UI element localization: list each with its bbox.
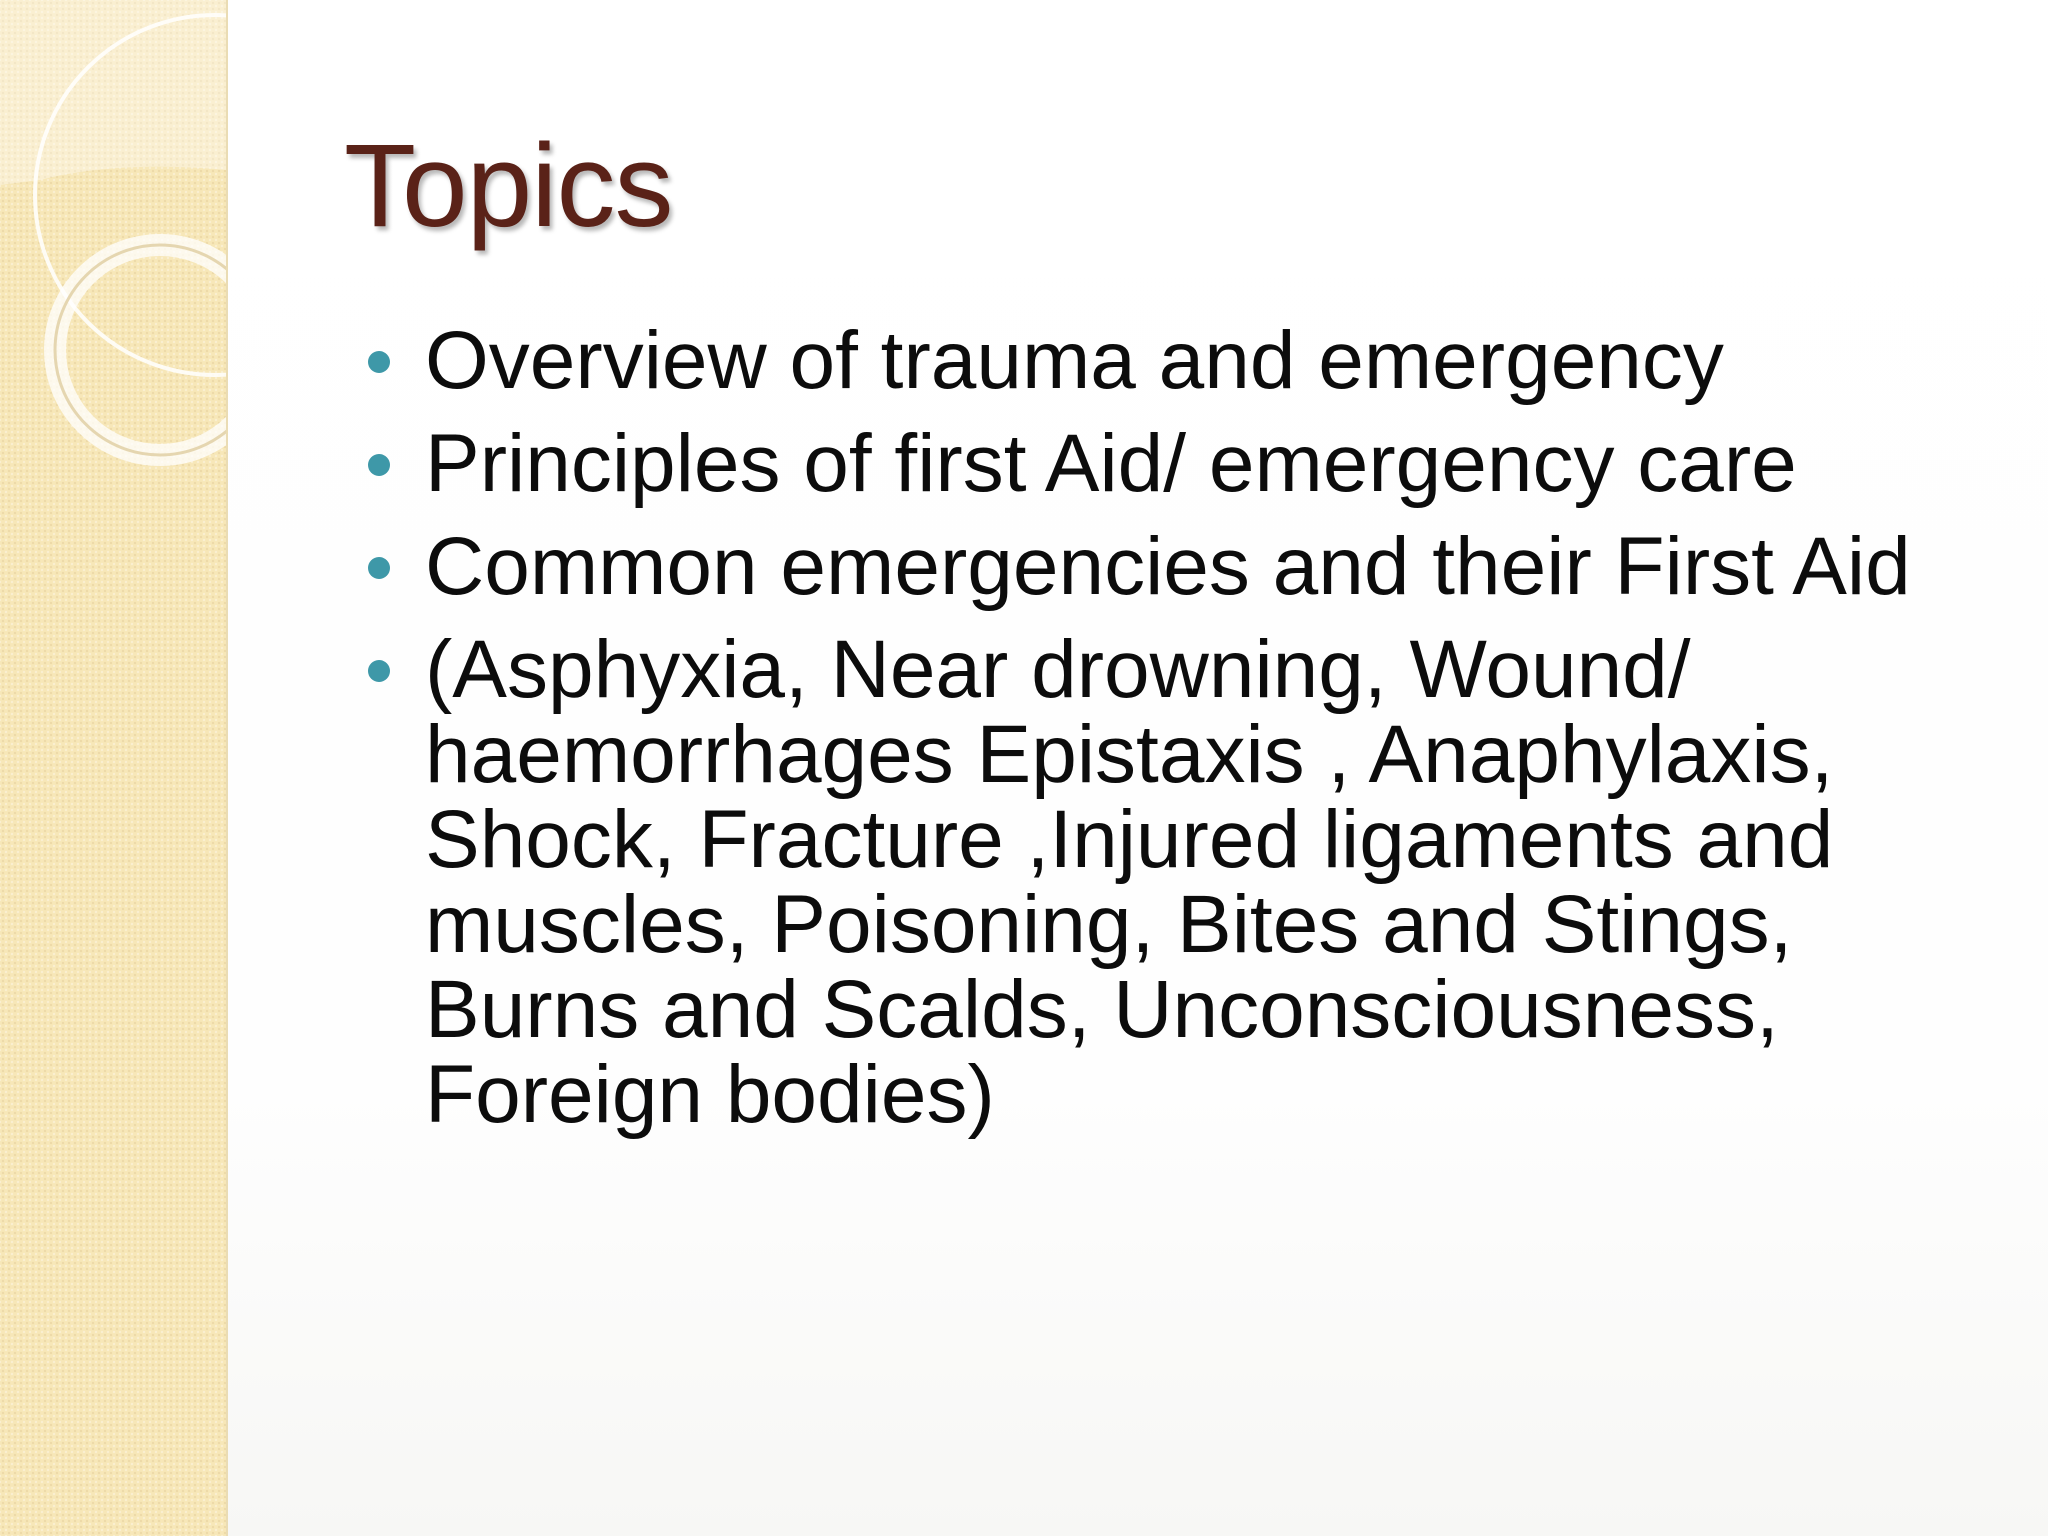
decorative-side-panel [0, 0, 228, 1536]
list-item [360, 418, 1960, 509]
bullet-dot-icon [368, 454, 390, 476]
list-item [360, 315, 1960, 406]
list-item-text: Common emergencies and their First Aid [425, 521, 1911, 612]
bullet-dot-icon [368, 660, 390, 682]
list-item [360, 521, 1960, 612]
decorative-rings-graphic [0, 0, 226, 1536]
bullet-dot-icon [368, 351, 390, 373]
bullet-dot-icon [368, 557, 390, 579]
topics-list [360, 315, 1960, 1155]
list-item-text: (Asphyxia, Near drowning, Wound/ haemorrhages Epistaxis , Anaphylaxis, Shock, Fracture ,Injured ligaments and muscles, Poisoning, Bites and Stings, Burns and Scalds, Unconsciousness, Foreign bodies) [425, 624, 1834, 1140]
slide-title: Topics [344, 120, 673, 252]
list-item [360, 624, 1960, 1140]
list-item-text: Overview of trauma and emergency [425, 315, 1724, 406]
list-item-text: Principles of first Aid/ emergency care [425, 418, 1797, 509]
